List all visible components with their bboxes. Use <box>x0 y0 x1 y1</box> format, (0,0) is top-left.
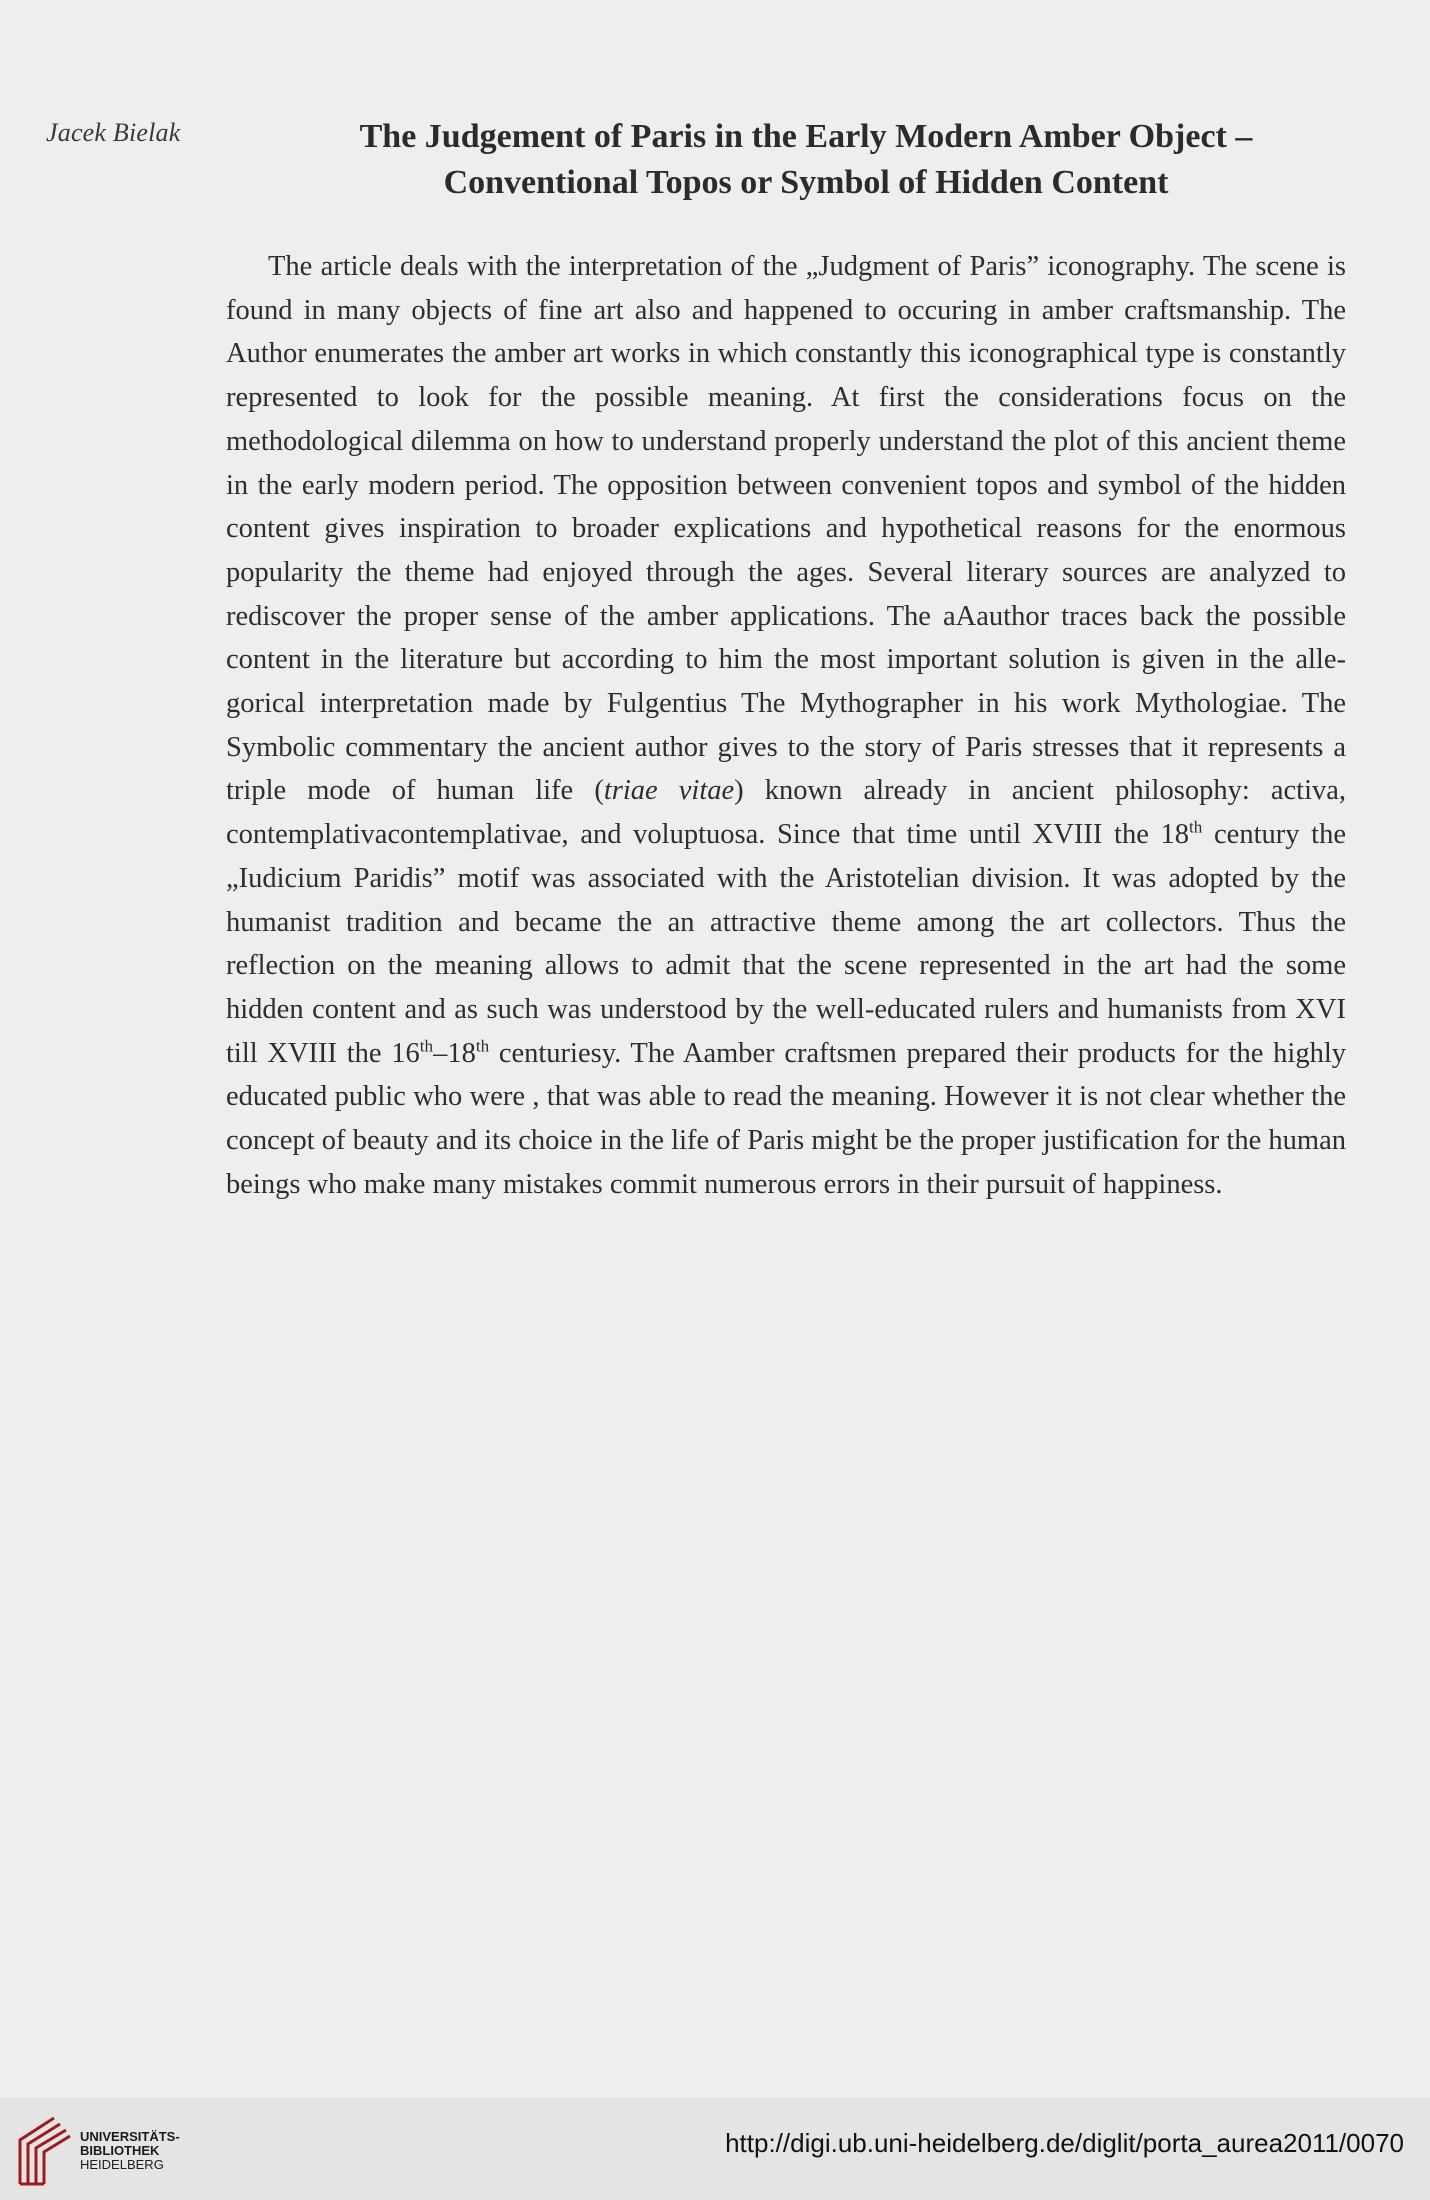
ordinal-superscript: th <box>1189 817 1203 837</box>
abstract-paragraph <box>226 245 1346 1206</box>
abstract-text-part-4: –18 <box>433 1037 476 1069</box>
ordinal-superscript: th <box>419 1036 434 1056</box>
article-title <box>226 114 1386 206</box>
library-name-line-2: BIBLIOTHEK <box>80 2143 160 2158</box>
library-footer <box>0 2098 1430 2200</box>
abstract-body <box>226 245 1346 1206</box>
university-library-logo-icon <box>14 2114 72 2188</box>
abstract-text-part-2: ) known already in ancient philosophy: activa, contemplativacontemplativae, and voluptuosa. Since that time until XVIII the 18 <box>226 775 1347 851</box>
abstract-italic-term: triae vitae <box>603 775 735 807</box>
article-title-line-2: Conventional Topos or Symbol of Hidden Content <box>443 164 1169 201</box>
library-name <box>80 2130 180 2172</box>
running-head-author: Jacek Bielak <box>46 118 181 147</box>
library-name-line-3: HEIDELBERG <box>80 2157 164 2172</box>
source-url-link[interactable]: http://digi.ub.uni-heidelberg.de/diglit/porta_aurea2011/0070 <box>725 2128 1404 2158</box>
abstract-text-part-1: The article deals with the interpretation of the „Judgment of Paris” iconography. The scene is found in many objects of fine art also and happened to occuring in amber craftsmanship. The Author enumerates the amber art works in which constantly this iconographical type is constantly represented to look for the possible meaning. At first the considerations focus on the methodological dilemma on how to understand properly understand the plot of this ancient theme in the early modern period. The opposition between convenient topos and symbol of the hidden content gives inspiration to broader explications and hypothetical reasons for the enormous popularity the theme had enjoyed through the ages. Several literary sources are analyzed to rediscover the proper sense of the amber applications. The aAauthor traces back the possible content in the literature but according to him the most important solution is given in the allegorical interpretation made by Fulgentius The Mythographer in his work Mythologiae. The Symbolic commentary the ancient author gives to the story of Paris stresses that it represents a triple mode of human life ( <box>226 251 1346 807</box>
ordinal-superscript: th <box>475 1036 490 1056</box>
abstract-text-part-5: centuriesy. The Aamber craftsmen prepared their products for the highly educated public who were , that was able to read the meaning. However it is not clear whether the concept of beauty and its choice in the life of Paris might be the proper justification for the human beings who make many mistakes commit numerous errors in their pursuit of happiness. <box>226 1037 1346 1200</box>
abstract-text-part-3: century the „Iudicium Paridis” motif was associated with the Aristotelian division. It was adopted by the humanist tradition and became the an attractive theme among the art collectors. Thus the reflection on the meaning allows to admit that the scene represented in the art had the some hidden content and as such was understood by the well-educated rulers and humanists from XVI till XVIII the 16 <box>226 819 1346 1069</box>
article-title-line-1: The Judgement of Paris in the Early Modern Amber Object – <box>359 118 1253 155</box>
library-name-line-1: UNIVERSITÄTS- <box>80 2129 180 2144</box>
